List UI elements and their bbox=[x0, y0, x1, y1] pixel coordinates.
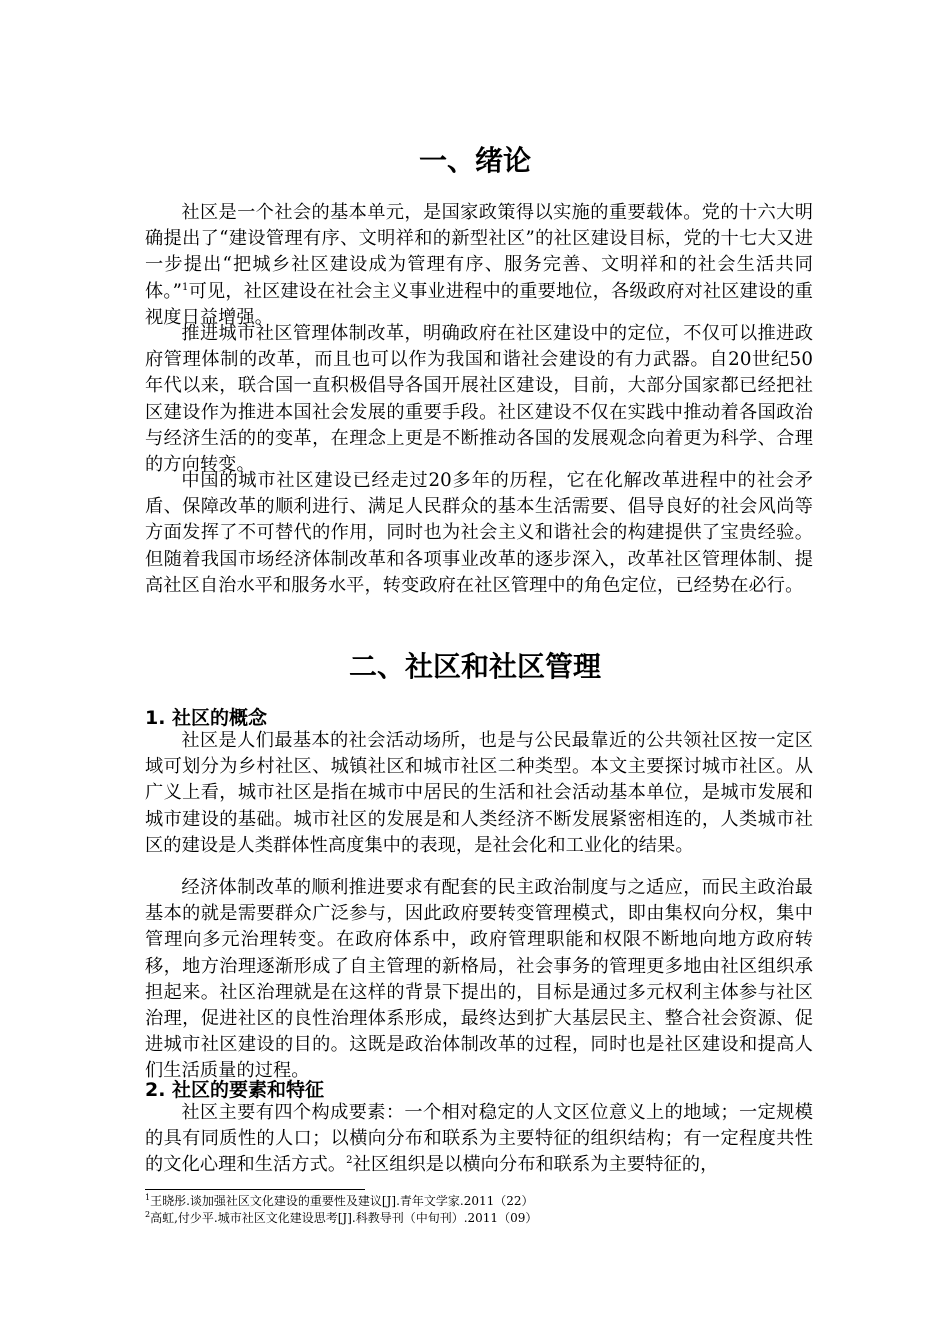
section-1-paragraph-1 bbox=[145, 200, 813, 331]
footnote-separator bbox=[145, 1189, 365, 1190]
footnote-text: 王晓彤.谈加强社区文化建设的重要性及建议[J].青年文学家.2011（22） bbox=[150, 1194, 534, 1208]
footnote-ref-2: 2 bbox=[346, 1155, 353, 1167]
subsection-1-title: 1. 社区的概念 bbox=[145, 707, 268, 729]
paragraph-text: 社区主要有四个构成要素：一个相对稳定的人文区位意义上的地域；一定规模的具有同质性的人口；以横向分布和联系为主要特征的组织结构；有一定程度共性的文化心理和生活方式。 bbox=[145, 1102, 813, 1176]
subsection-2-paragraph bbox=[145, 1100, 813, 1179]
footnote-text: 高虹,付少平.城市社区文化建设思考[J].科教导刊（中旬刊）.2011（09） bbox=[150, 1211, 538, 1225]
subsection-1-paragraph-1: 社区是人们最基本的社会活动场所，也是与公民最靠近的公共领社区按一定区域可划分为乡村社区、城镇社区和城市社区二种类型。本文主要探讨城市社区。从广义上看，城市社区是指在城市中居民的生活和社会活动基本单位，是城市发展和城市建设的基础。城市社区的发展是和人类经济不断发展紧密相连的，人类城市社区的建设是人类群体性高度集中的表现，是社会化和工业化的结果。 bbox=[145, 730, 813, 856]
subsection-2-title: 2. 社区的要素和特征 bbox=[145, 1079, 325, 1101]
section-1-paragraph-2: 推进城市社区管理体制改革，明确政府在社区建设中的定位，不仅可以推进政府管理体制的改革，而且也可以作为我国和谐社会建设的有力武器。自20世纪50年代以来，联合国一直积极倡导各国开展社区建设，目前，大部分国家都已经把社区建设作为推进本国社会发展的重要手段。社区建设不仅在实践中推动着各国政治与经济生活的的变革，在理念上更是不断推动各国的发展观念向着更为科学、合理的方向转变。 bbox=[145, 323, 813, 476]
subsection-1-paragraph-2: 经济体制改革的顺利推进要求有配套的民主政治制度与之适应，而民主政治最基本的就是需要群众广泛参与，因此政府要转变管理模式，即由集权向分权，集中管理向多元治理转变。在政府体系中，政府管理职能和权限不断地向地方政府转移，地方治理逐渐形成了自主管理的新格局，社会事务的管理更多地由社区组织承担起来。社区治理就是在这样的背景下提出的，目标是通过多元权利主体参与社区治理，促进社区的良性治理体系形成，最终达到扩大基层民主、整合社会资源、促进城市社区建设的目的。这既是政治体制改革的过程，同时也是社区建设和提高人们生活质量的过程。 bbox=[145, 877, 813, 1082]
footnote-ref-1: 1 bbox=[182, 281, 189, 293]
footnote-mark: 2 bbox=[145, 1210, 151, 1219]
section-1-title: 一、绪论 bbox=[418, 144, 531, 177]
footnote-2 bbox=[145, 1210, 845, 1226]
section-1-paragraph-3: 中国的城市社区建设已经走过20多年的历程，它在化解改革进程中的社会矛盾、保障改革的顺利进行、满足人民群众的基本生活需要、倡导良好的社会风尚等方面发挥了不可替代的作用，同时也为社会主义和谐社会的构建提供了宝贵经验。但随着我国市场经济体制改革和各项事业改革的逐步深入，改革社区管理体制、提高社区自治水平和服务水平，转变政府在社区管理中的角色定位，已经势在必行。 bbox=[145, 470, 813, 596]
footnote-1 bbox=[145, 1193, 845, 1209]
section-2-title: 二、社区和社区管理 bbox=[348, 650, 601, 683]
paragraph-text: 社区组织是以横向分布和联系为主要特征的， bbox=[352, 1154, 719, 1176]
paragraph-text: 可见，社区建设在社会主义事业进程中的重要地位，各级政府对社区建设的重视度日益增强。 bbox=[145, 280, 814, 328]
footnote-mark: 1 bbox=[145, 1193, 151, 1202]
paragraph-text: 社区是一个社会的基本单元，是国家政策得以实施的重要载体。党的十六大明确提出了“建设管理有序、文明祥和的新型社区”的社区建设目标，党的十七大又进一步提出“把城乡社区建设成为管理有序、服务完善、文明祥和的社会生活共同体。” bbox=[145, 202, 813, 302]
